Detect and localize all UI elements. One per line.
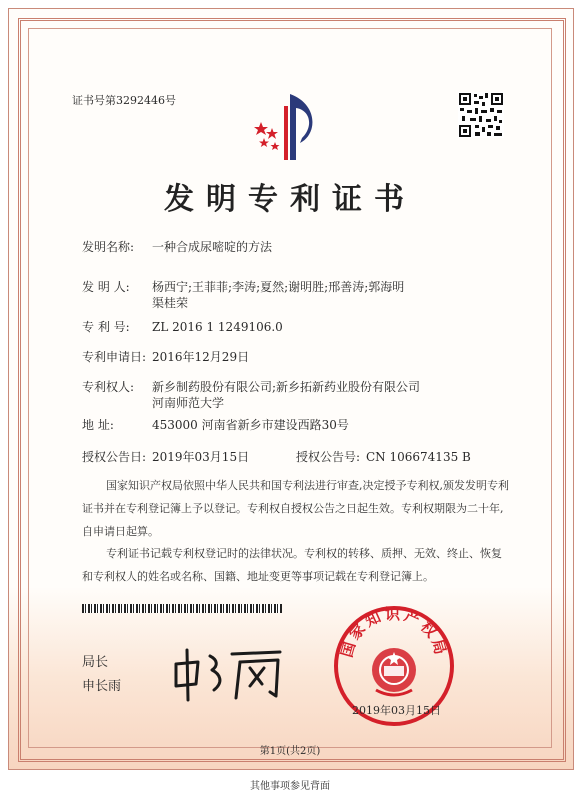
patent-no: ZL 2016 1 1249106.0 [152, 320, 283, 334]
grant-date-label: 授权公告日: [82, 450, 147, 464]
grant-date: 2019年03月15日 [152, 450, 250, 464]
invention-name: 一种合成尿嘧啶的方法 [152, 240, 273, 254]
address-label: 地 址: [82, 418, 114, 432]
page-indicator: 第1页(共2页) [259, 746, 321, 757]
filing-date: 2016年12月29日 [152, 350, 250, 364]
director-name: 申长雨 [82, 679, 122, 694]
grant-no: CN 106674135 B [366, 450, 471, 464]
patentee-line-2: 河南师范大学 [152, 396, 225, 410]
filing-date-label: 专利申请日: [82, 350, 147, 364]
patentee-line-1: 新乡制药股份有限公司;新乡拓新药业股份有限公司 [152, 380, 421, 394]
patent-no-label: 专 利 号: [82, 320, 130, 334]
invention-name-label: 发明名称: [82, 240, 135, 254]
statement-paragraph-1: 国家知识产权局依照中华人民共和国专利法进行审查,决定授予专利权,颁发发明专利证书并在专利登记簿上予以登记。专利权自授权公告之日起生效。专利权期限为二十年,自申请日起算。 [82, 479, 509, 538]
patentee-label: 专利权人: [82, 380, 135, 394]
seal-date: 2019年03月15日 [352, 704, 441, 717]
inventors-line-2: 渠桂荣 [152, 296, 189, 310]
grant-no-label: 授权公告号: [296, 450, 361, 464]
qr-code-icon [458, 92, 504, 138]
barcode [82, 604, 282, 613]
inventors-line-1: 杨西宁;王菲菲;李涛;夏然;谢明胜;邢善涛;郭海明 [152, 280, 405, 294]
back-note: 其他事项参见背面 [250, 781, 330, 792]
certificate-title: 发明专利证书 [164, 182, 416, 217]
certificate-number: 证书号第3292446号 [72, 94, 176, 107]
inventors-label: 发 明 人: [82, 280, 130, 294]
svg-text:国家知识产权局: 国家知识产权局 [337, 605, 451, 660]
statement-paragraph-2: 专利证书记载专利权登记时的法律状况。专利权的转移、质押、无效、终止、恢复和专利权人的姓名或名称、国籍、地址变更等事项记载在专利登记簿上。 [82, 547, 502, 583]
director-title: 局长 [82, 655, 109, 670]
address: 453000 河南省新乡市建设西路30号 [152, 418, 349, 432]
signature [170, 646, 290, 702]
patent-office-logo-icon [252, 86, 322, 162]
